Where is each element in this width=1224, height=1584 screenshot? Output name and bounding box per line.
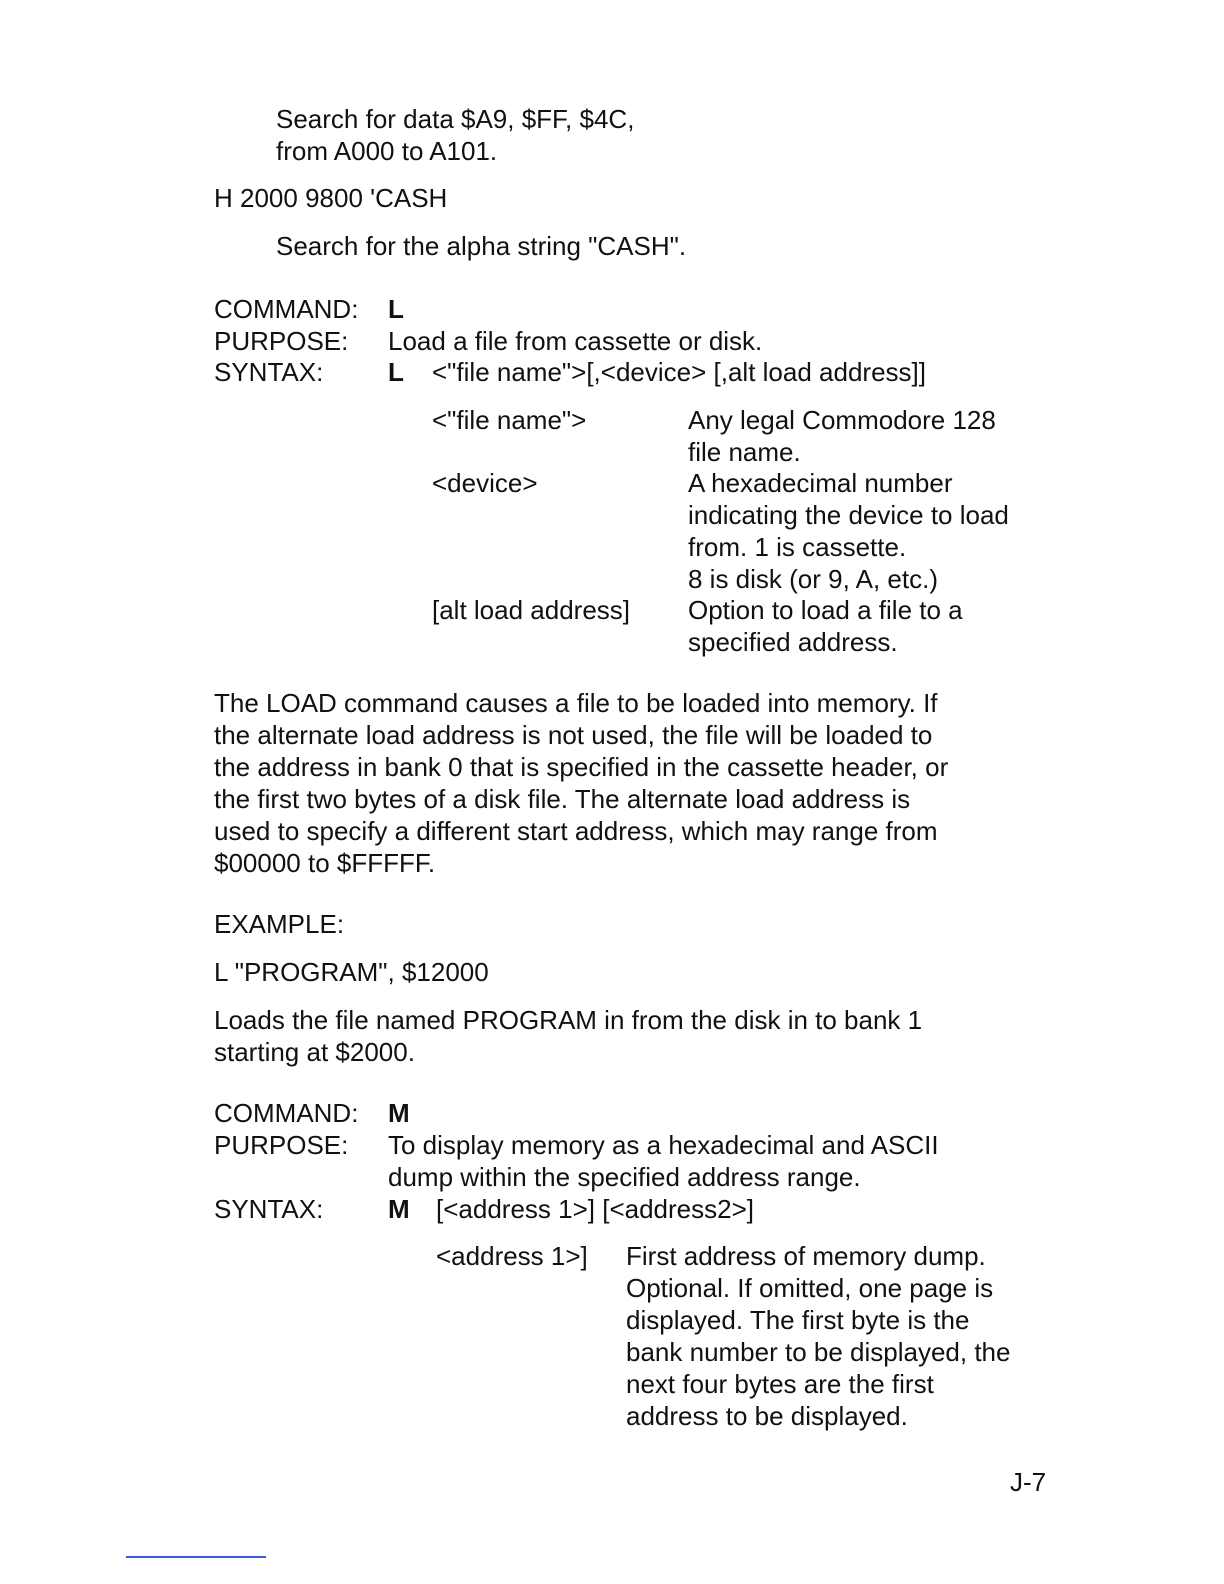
- param-device: <device>: [432, 468, 538, 498]
- purpose-l-text: Load a file from cassette or disk.: [388, 326, 763, 356]
- param-alt-load-address: [alt load address]: [432, 595, 631, 625]
- cash-description: Search for the alpha string "CASH".: [276, 231, 687, 261]
- param-file-name-desc: Any legal Commodore 128 file name.: [688, 405, 996, 467]
- syntax-m-label: SYNTAX:: [214, 1194, 324, 1224]
- page-number: J-7: [1010, 1467, 1047, 1497]
- cash-command-example: H 2000 9800 'CASH: [214, 183, 448, 213]
- command-l-name: L: [388, 294, 404, 324]
- search-bytes-description: Search for data $A9, $FF, $4C, from A000 to A101.: [276, 104, 635, 166]
- command-m-name: M: [388, 1098, 410, 1128]
- bottom-rule-divider: [126, 1556, 266, 1558]
- param-address-1-desc: First address of memory dump. Optional. If omitted, one page is displayed. The first byte is the bank number to be displayed, the next four bytes are the first address to be displayed.: [626, 1241, 1011, 1431]
- purpose-m-text: To display memory as a hexadecimal and ASCII dump within the specified address range.: [388, 1130, 939, 1192]
- param-address-1: <address 1>]: [436, 1241, 588, 1271]
- param-file-name: <"file name">: [432, 405, 587, 435]
- syntax-m-args: [<address 1>] [<address2>]: [436, 1194, 754, 1224]
- load-example: L "PROGRAM", $12000: [214, 957, 489, 987]
- purpose-l-label: PURPOSE:: [214, 326, 349, 356]
- param-alt-load-address-desc: Option to load a file to a specified address.: [688, 595, 963, 657]
- load-description: The LOAD command causes a file to be loaded into memory. If the alternate load address is not used, the file will be loaded to the address in bank 0 that is specified in the cassette header, or the first two bytes of a disk file. The alternate load address is used to specify a different start address, which may range from $00000 to $FFFFF.: [214, 688, 949, 878]
- syntax-l-label: SYNTAX:: [214, 357, 324, 387]
- syntax-l-command: L: [388, 357, 404, 387]
- purpose-m-label: PURPOSE:: [214, 1130, 349, 1160]
- example-label: EXAMPLE:: [214, 909, 345, 939]
- syntax-l-args: <"file name">[,<device> [,alt load address]]: [432, 357, 926, 387]
- command-l-label: COMMAND:: [214, 294, 359, 324]
- param-device-desc: A hexadecimal number indicating the device to load from. 1 is cassette. 8 is disk (or 9, A, etc.): [688, 468, 1009, 594]
- load-example-description: Loads the file named PROGRAM in from the disk in to bank 1 starting at $2000.: [214, 1005, 923, 1067]
- command-m-label: COMMAND:: [214, 1098, 359, 1128]
- syntax-m-command: M: [388, 1194, 410, 1224]
